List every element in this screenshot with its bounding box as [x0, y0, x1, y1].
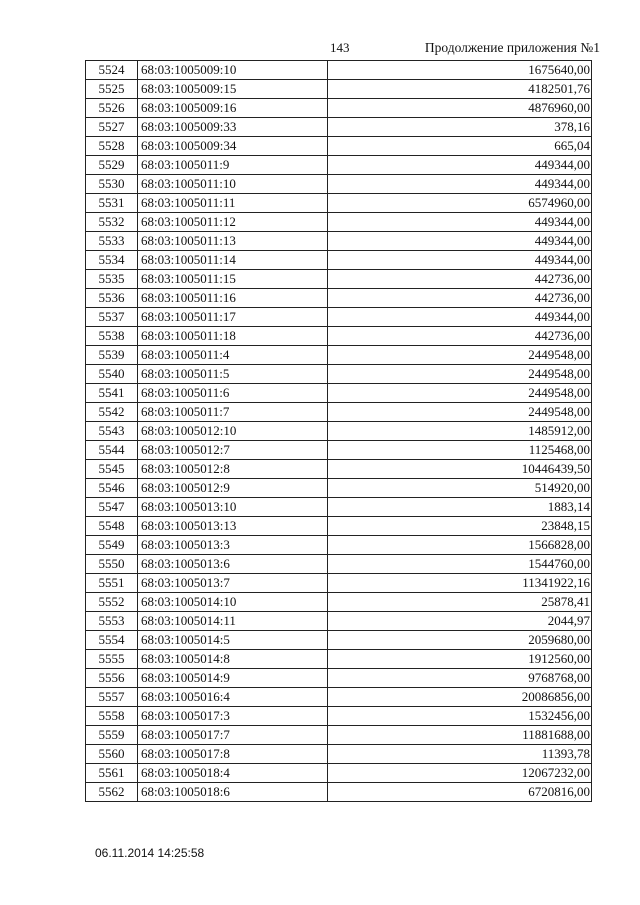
- row-number-cell: 5526: [86, 99, 138, 118]
- cadastral-number-cell: 68:03:1005011:18: [138, 327, 328, 346]
- table-row: [86, 517, 592, 536]
- cadastral-number-cell: 68:03:1005014:9: [138, 669, 328, 688]
- cadastral-value-table: [85, 60, 592, 802]
- row-number-cell: 5551: [86, 574, 138, 593]
- row-number-cell: 5534: [86, 251, 138, 270]
- cadastral-number-cell: 68:03:1005016:4: [138, 688, 328, 707]
- cadastral-value-cell: 442736,00: [328, 327, 592, 346]
- cadastral-number-cell: 68:03:1005014:5: [138, 631, 328, 650]
- cadastral-value-cell: 2044,97: [328, 612, 592, 631]
- cadastral-number-cell: 68:03:1005011:16: [138, 289, 328, 308]
- table-row: [86, 593, 592, 612]
- row-number-cell: 5555: [86, 650, 138, 669]
- print-timestamp: 06.11.2014 14:25:58: [95, 846, 205, 860]
- table-row: [86, 365, 592, 384]
- row-number-cell: 5543: [86, 422, 138, 441]
- page-number: 143: [330, 40, 350, 55]
- cadastral-value-cell: 11881688,00: [328, 726, 592, 745]
- table-row: [86, 707, 592, 726]
- row-number-cell: 5559: [86, 726, 138, 745]
- table-row: [86, 745, 592, 764]
- row-number-cell: 5540: [86, 365, 138, 384]
- table-row: [86, 384, 592, 403]
- row-number-cell: 5536: [86, 289, 138, 308]
- row-number-cell: 5531: [86, 194, 138, 213]
- cadastral-number-cell: 68:03:1005017:8: [138, 745, 328, 764]
- cadastral-value-cell: 23848,15: [328, 517, 592, 536]
- cadastral-value-cell: 2449548,00: [328, 384, 592, 403]
- cadastral-number-cell: 68:03:1005018:6: [138, 783, 328, 802]
- row-number-cell: 5533: [86, 232, 138, 251]
- cadastral-value-cell: 378,16: [328, 118, 592, 137]
- table-row: [86, 612, 592, 631]
- row-number-cell: 5547: [86, 498, 138, 517]
- table-row: [86, 688, 592, 707]
- row-number-cell: 5560: [86, 745, 138, 764]
- cadastral-value-cell: 1485912,00: [328, 422, 592, 441]
- cadastral-number-cell: 68:03:1005011:12: [138, 213, 328, 232]
- cadastral-number-cell: 68:03:1005012:7: [138, 441, 328, 460]
- table-row: [86, 783, 592, 802]
- cadastral-value-cell: 6720816,00: [328, 783, 592, 802]
- cadastral-number-cell: 68:03:1005009:33: [138, 118, 328, 137]
- row-number-cell: 5556: [86, 669, 138, 688]
- cadastral-number-cell: 68:03:1005011:13: [138, 232, 328, 251]
- cadastral-number-cell: 68:03:1005009:10: [138, 61, 328, 80]
- row-number-cell: 5548: [86, 517, 138, 536]
- table-row: [86, 61, 592, 80]
- cadastral-number-cell: 68:03:1005011:9: [138, 156, 328, 175]
- cadastral-value-cell: 10446439,50: [328, 460, 592, 479]
- row-number-cell: 5546: [86, 479, 138, 498]
- row-number-cell: 5541: [86, 384, 138, 403]
- row-number-cell: 5530: [86, 175, 138, 194]
- table-row: [86, 460, 592, 479]
- cadastral-number-cell: 68:03:1005011:4: [138, 346, 328, 365]
- row-number-cell: 5542: [86, 403, 138, 422]
- table-row: [86, 175, 592, 194]
- cadastral-number-cell: 68:03:1005011:10: [138, 175, 328, 194]
- table-row: [86, 536, 592, 555]
- cadastral-number-cell: 68:03:1005013:7: [138, 574, 328, 593]
- cadastral-number-cell: 68:03:1005014:11: [138, 612, 328, 631]
- cadastral-value-cell: 449344,00: [328, 213, 592, 232]
- cadastral-number-cell: 68:03:1005011:7: [138, 403, 328, 422]
- cadastral-number-cell: 68:03:1005014:10: [138, 593, 328, 612]
- table-row: [86, 631, 592, 650]
- table-row: [86, 232, 592, 251]
- table-row: [86, 555, 592, 574]
- cadastral-value-cell: 442736,00: [328, 270, 592, 289]
- cadastral-number-cell: 68:03:1005011:14: [138, 251, 328, 270]
- table-row: [86, 479, 592, 498]
- cadastral-value-cell: 11393,78: [328, 745, 592, 764]
- row-number-cell: 5554: [86, 631, 138, 650]
- cadastral-value-cell: 11341922,16: [328, 574, 592, 593]
- cadastral-value-cell: 1912560,00: [328, 650, 592, 669]
- cadastral-number-cell: 68:03:1005009:34: [138, 137, 328, 156]
- cadastral-value-cell: 6574960,00: [328, 194, 592, 213]
- cadastral-number-cell: 68:03:1005014:8: [138, 650, 328, 669]
- row-number-cell: 5529: [86, 156, 138, 175]
- row-number-cell: 5537: [86, 308, 138, 327]
- appendix-continuation-note: Продолжение приложения №1: [424, 40, 600, 55]
- table-row: [86, 270, 592, 289]
- cadastral-value-cell: 514920,00: [328, 479, 592, 498]
- cadastral-value-cell: 2449548,00: [328, 403, 592, 422]
- cadastral-number-cell: 68:03:1005009:15: [138, 80, 328, 99]
- table-row: [86, 574, 592, 593]
- row-number-cell: 5545: [86, 460, 138, 479]
- table-row: [86, 289, 592, 308]
- cadastral-value-cell: 449344,00: [328, 308, 592, 327]
- table-row: [86, 327, 592, 346]
- cadastral-value-cell: 449344,00: [328, 232, 592, 251]
- cadastral-value-cell: 1566828,00: [328, 536, 592, 555]
- table-row: [86, 308, 592, 327]
- cadastral-value-cell: 449344,00: [328, 251, 592, 270]
- table-row: [86, 498, 592, 517]
- table-row: [86, 422, 592, 441]
- cadastral-number-cell: 68:03:1005013:3: [138, 536, 328, 555]
- table-row: [86, 650, 592, 669]
- row-number-cell: 5550: [86, 555, 138, 574]
- cadastral-value-cell: 12067232,00: [328, 764, 592, 783]
- row-number-cell: 5562: [86, 783, 138, 802]
- table-row: [86, 194, 592, 213]
- row-number-cell: 5561: [86, 764, 138, 783]
- cadastral-number-cell: 68:03:1005011:6: [138, 384, 328, 403]
- table-row: [86, 764, 592, 783]
- cadastral-value-cell: 1883,14: [328, 498, 592, 517]
- row-number-cell: 5557: [86, 688, 138, 707]
- table-body: [86, 61, 592, 802]
- table-row: [86, 726, 592, 745]
- cadastral-number-cell: 68:03:1005011:15: [138, 270, 328, 289]
- table-row: [86, 80, 592, 99]
- cadastral-value-cell: 1544760,00: [328, 555, 592, 574]
- row-number-cell: 5553: [86, 612, 138, 631]
- row-number-cell: 5528: [86, 137, 138, 156]
- cadastral-number-cell: 68:03:1005013:6: [138, 555, 328, 574]
- row-number-cell: 5538: [86, 327, 138, 346]
- cadastral-number-cell: 68:03:1005017:3: [138, 707, 328, 726]
- cadastral-value-cell: 1675640,00: [328, 61, 592, 80]
- cadastral-value-cell: 2449548,00: [328, 346, 592, 365]
- cadastral-value-cell: 665,04: [328, 137, 592, 156]
- cadastral-value-cell: 2449548,00: [328, 365, 592, 384]
- cadastral-number-cell: 68:03:1005012:10: [138, 422, 328, 441]
- row-number-cell: 5558: [86, 707, 138, 726]
- cadastral-value-cell: 4876960,00: [328, 99, 592, 118]
- cadastral-number-cell: 68:03:1005011:11: [138, 194, 328, 213]
- table-row: [86, 137, 592, 156]
- cadastral-value-cell: 20086856,00: [328, 688, 592, 707]
- table-row: [86, 156, 592, 175]
- cadastral-number-cell: 68:03:1005012:8: [138, 460, 328, 479]
- table-row: [86, 669, 592, 688]
- row-number-cell: 5524: [86, 61, 138, 80]
- table-row: [86, 441, 592, 460]
- cadastral-value-cell: 1532456,00: [328, 707, 592, 726]
- cadastral-number-cell: 68:03:1005013:13: [138, 517, 328, 536]
- cadastral-number-cell: 68:03:1005017:7: [138, 726, 328, 745]
- cadastral-number-cell: 68:03:1005011:17: [138, 308, 328, 327]
- table-row: [86, 99, 592, 118]
- table-row: [86, 251, 592, 270]
- cadastral-value-cell: 1125468,00: [328, 441, 592, 460]
- cadastral-number-cell: 68:03:1005013:10: [138, 498, 328, 517]
- cadastral-number-cell: 68:03:1005018:4: [138, 764, 328, 783]
- table-row: [86, 118, 592, 137]
- row-number-cell: 5552: [86, 593, 138, 612]
- cadastral-number-cell: 68:03:1005012:9: [138, 479, 328, 498]
- table-row: [86, 213, 592, 232]
- cadastral-value-cell: 2059680,00: [328, 631, 592, 650]
- row-number-cell: 5544: [86, 441, 138, 460]
- row-number-cell: 5525: [86, 80, 138, 99]
- row-number-cell: 5539: [86, 346, 138, 365]
- table-row: [86, 403, 592, 422]
- cadastral-number-cell: 68:03:1005011:5: [138, 365, 328, 384]
- cadastral-value-cell: 449344,00: [328, 175, 592, 194]
- cadastral-number-cell: 68:03:1005009:16: [138, 99, 328, 118]
- row-number-cell: 5532: [86, 213, 138, 232]
- cadastral-value-cell: 9768768,00: [328, 669, 592, 688]
- table-row: [86, 346, 592, 365]
- cadastral-value-cell: 4182501,76: [328, 80, 592, 99]
- row-number-cell: 5535: [86, 270, 138, 289]
- row-number-cell: 5527: [86, 118, 138, 137]
- cadastral-value-cell: 442736,00: [328, 289, 592, 308]
- cadastral-value-cell: 25878,41: [328, 593, 592, 612]
- cadastral-value-cell: 449344,00: [328, 156, 592, 175]
- row-number-cell: 5549: [86, 536, 138, 555]
